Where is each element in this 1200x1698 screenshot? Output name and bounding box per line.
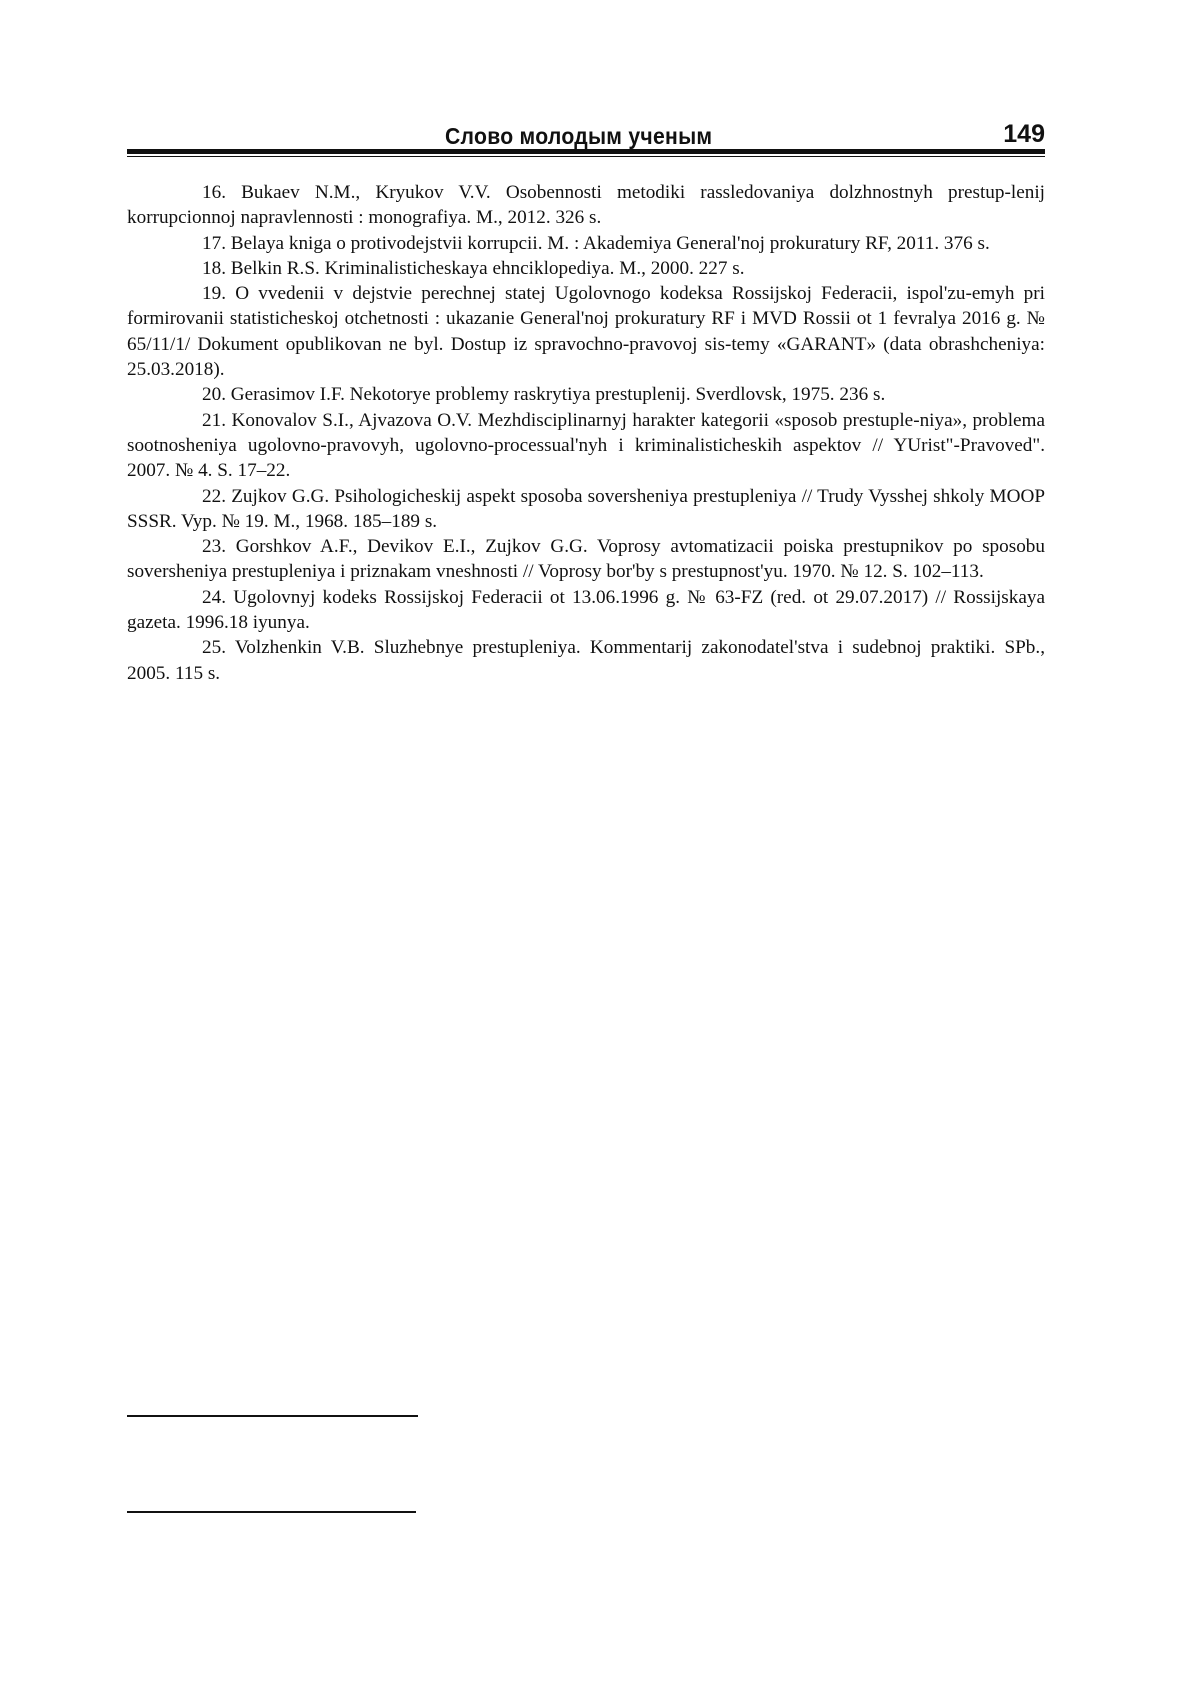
reference-item: 23. Gorshkov A.F., Devikov E.I., Zujkov G.G. Voprosy avtomatizacii poiska prestupnikov po sposobu sovershenіya prestupleniya i priznakam vneshnosti // Voprosy bor'by s prestupnost'yu. 1970. № 12. S. 102–113. (127, 536, 1045, 583)
page-number: 149 (1003, 120, 1045, 148)
section-title: Слово молодым ученым (445, 123, 713, 149)
reference-list (127, 180, 1045, 686)
reference-item: 22. Zujkov G.G. Psihologicheskij aspekt sposoba sovershenіya prestupleniya // Trudy Vysshej shkoly MOOP SSSR. Vyp. № 19. M., 1968. 185–189 s. (127, 485, 1045, 532)
reference-item: 25. Volzhenkin V.B. Sluzhebnye prestupleniya. Kommentarij zakonodatel'stva i sudebnoj praktiki. SPb., 2005. 115 s. (127, 637, 1045, 684)
reference-item: 17. Belaya kniga o protivodejstvii korrupcii. M. : Akademiya General'noj prokuratury RF, 2011. 376 s. (202, 232, 990, 254)
footnote-separator (127, 1415, 418, 1417)
reference-item: 18. Belkin R.S. Kriminalisticheskaya ehnciklopediya. M., 2000. 227 s. (202, 257, 745, 279)
reference-item: 24. Ugolovnyj kodeks Rossijskoj Federacii ot 13.06.1996 g. № 63-FZ (red. ot 29.07.2017) // Rossijskaya gazeta. 1996.18 iyunya. (127, 586, 1045, 634)
reference-item: 20. Gerasimov I.F. Nekotorye problemy raskrytiya prestuplenij. Sverdlovsk, 1975. 236 s. (202, 384, 886, 406)
reference-item: 16. Bukaev N.M., Kryukov V.V. Osobennosti metodiki rassledovaniya dolzhnostnyh prestup-lenij korrupcionnoj napravlennosti : monografiya. M., 2012. 326 s. (127, 182, 1045, 229)
reference-item: 19. O vvedenii v dejstvie perechnej statej Ugolovnogo kodeksa Rossijskoj Federacii, ispol'zu-emyh pri formirovanii statisticheskoj otchetnosti : ukazanie General'noj prokuratury RF i MVD Rossii ot 1 fevralya 2016 g. № 65/11/1/ Dokument opublikovan ne byl. Dostup iz spravochno-pravovoj sis-temy «GARANT» (data obrashcheniya: 25.03.2018). (127, 283, 1045, 381)
footnote-separator (127, 1511, 416, 1513)
header-rule-thin (127, 156, 1045, 157)
running-header (127, 118, 1045, 156)
header-rule-thick (127, 149, 1045, 154)
reference-item: 21. Konovalov S.I., Ajvazova O.V. Mezhdisciplinarnyj harakter kategorii «sposob prestuple-niya», problema sootnosheniya ugolovno-pravovyh, ugolovno-processual'nyh i kriminalisticheskih aspektov // YUrist"-Pravoved". 2007. № 4. S. 17–22. (127, 409, 1045, 482)
